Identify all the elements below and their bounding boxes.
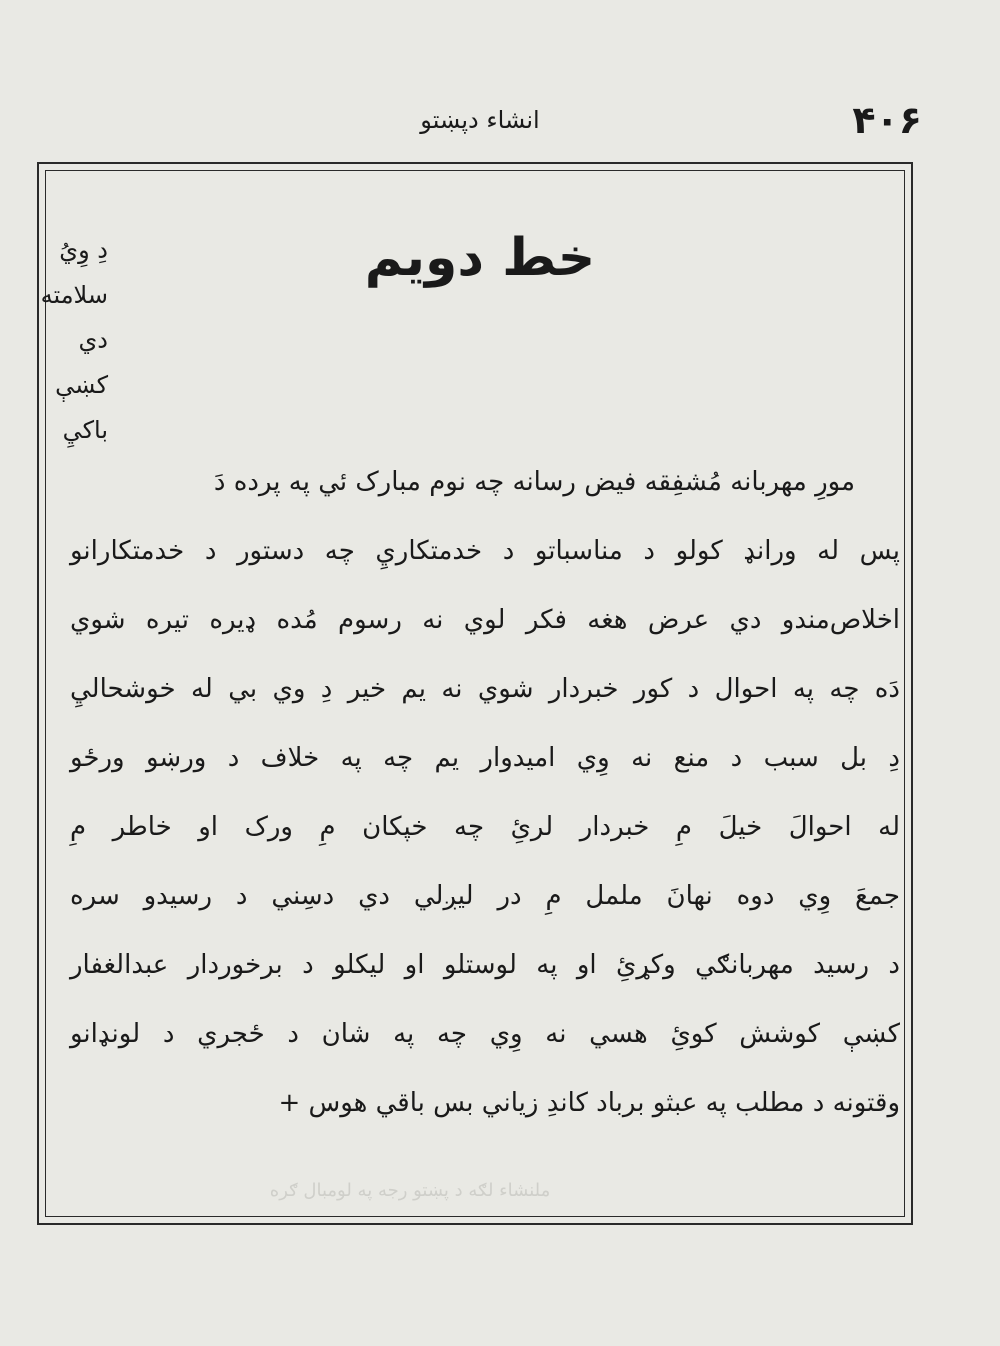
margin-note bbox=[28, 228, 108, 453]
bleed-through-text: ملنشاء لګه د پښتو رجه په لومبال ګره bbox=[269, 1180, 551, 1201]
margin-note-line: باکيِ bbox=[62, 416, 108, 444]
running-title: انشاء دپښتو bbox=[420, 106, 540, 134]
body-line: وقتونه د مطلب په عبثو برباد کاندِ زیاني بس باقي هوس + bbox=[278, 1088, 900, 1118]
body-line: مورِ مهربانه مُشفِقه فیض رسانه چه نوم مبارک ئي په پرده دَ bbox=[213, 467, 855, 497]
body-line: دِ بل سبب د منع نه وِي امیدوار یم چه په خلاف د ورښو ورځو bbox=[70, 743, 900, 773]
letter-body bbox=[70, 448, 900, 1138]
page-number: ۴۰۶ bbox=[852, 98, 922, 142]
margin-note-line: کښې bbox=[55, 371, 108, 399]
margin-note-line: دِ وِيُ bbox=[59, 236, 108, 264]
margin-note-line: دي bbox=[78, 326, 108, 354]
body-line: جمعَ وِي دوه نهانَ ململ مِ در لیږلي دي دسِني د رسیدو سره bbox=[70, 881, 900, 911]
body-line: د رسید مهربانګي وکړئِ او په لوستلو او لیکلو د برخوردار عبدالغفار bbox=[70, 950, 900, 980]
body-line: پس له ورانډ کولو د مناسباتو د خدمتکاريِ چه دستور د خدمتکارانو bbox=[70, 536, 900, 566]
body-line: دَه چه په احوال د کور خبردار شوي نه یم خیر دِ وي بي له خوشحاليِ bbox=[70, 674, 900, 704]
letter-heading: خط دویم bbox=[364, 228, 596, 288]
body-line: له احوالَ خیلَ مِ خبردار لرئِ چه خپکان مِ ورک او خاطر مِ bbox=[70, 812, 900, 842]
body-line: کښې کوشش کوئِ هسي نه وِي چه په شان د ځجري د لونډانو bbox=[70, 1019, 900, 1049]
margin-note-line: سلامته bbox=[40, 281, 108, 309]
body-line: اخلاص‌مندو دي عرض هغه فکر لوي نه رسوم مُده ډیره تیره شوي bbox=[70, 605, 900, 635]
